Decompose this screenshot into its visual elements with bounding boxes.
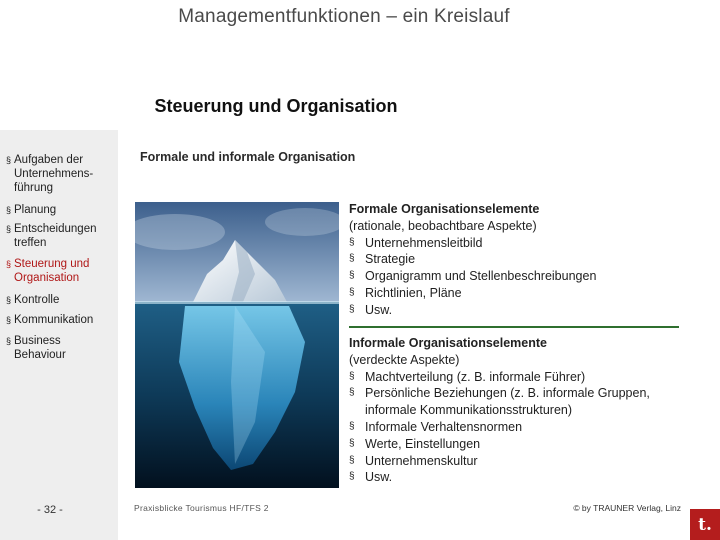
list-item <box>349 302 689 319</box>
bullet-icon: § <box>6 315 12 325</box>
sidebar-item-kommunikation[interactable] <box>6 313 93 327</box>
bullet-icon: § <box>6 155 12 165</box>
list-item-text: Unternehmensleitbild <box>365 235 483 250</box>
bullet-icon: § <box>6 205 12 215</box>
list-item-text: Informale Verhaltensnormen <box>365 419 523 434</box>
bullet-icon: § <box>349 236 355 248</box>
bullet-icon: § <box>349 471 355 483</box>
formal-title: Formale Organisationselemente <box>349 202 540 216</box>
footer-copyright: © by TRAUNER Verlag, Linz <box>573 503 681 513</box>
bullet-icon: § <box>349 420 355 432</box>
bullet-icon: § <box>6 295 12 305</box>
bullet-icon: § <box>6 336 12 346</box>
sidebar-item-label: Entscheidungen treffen <box>14 223 97 249</box>
bullet-icon: § <box>349 437 355 449</box>
section-divider <box>349 326 679 328</box>
sidebar-item-label: Planung <box>14 204 57 216</box>
sidebar-item-aufgaben[interactable] <box>6 153 114 195</box>
list-item-text: Organigramm und Stellenbeschreibungen <box>365 269 597 284</box>
sidebar-item-business-behaviour[interactable] <box>6 334 114 362</box>
page-title: Managementfunktionen – ein Kreislauf <box>178 6 510 27</box>
slide-subtitle: Steuerung und Organisation <box>154 96 398 116</box>
list-item-text: Werte, Einstellungen <box>365 436 481 451</box>
formal-intro: (rationale, beobachtbare Aspekte) <box>349 218 537 233</box>
sidebar <box>0 130 118 540</box>
sidebar-item-label: Steuerung und Organisation <box>14 258 90 284</box>
bullet-icon: § <box>349 286 355 298</box>
list-item <box>349 385 689 419</box>
bullet-icon: § <box>349 387 355 399</box>
informal-list <box>349 369 689 487</box>
bullet-icon: § <box>6 259 12 269</box>
list-item-text: Richtlinien, Pläne <box>365 285 462 300</box>
logo-text: t. <box>698 515 712 535</box>
bullet-icon: § <box>349 454 355 466</box>
iceberg-image <box>135 202 339 488</box>
sidebar-item-steuerung[interactable] <box>6 257 114 285</box>
bullet-icon: § <box>349 270 355 282</box>
bullet-icon: § <box>349 370 355 382</box>
informal-title: Informale Organisationselemente <box>349 336 547 350</box>
sidebar-item-label: Aufgaben der Unternehmens-führung <box>14 154 94 194</box>
list-item <box>349 469 689 486</box>
sidebar-item-planung[interactable] <box>6 203 56 217</box>
list-item <box>349 436 689 453</box>
formal-list <box>349 235 689 319</box>
list-item-text: Usw. <box>365 302 393 317</box>
sidebar-item-kontrolle[interactable] <box>6 293 59 307</box>
list-item <box>349 285 689 302</box>
list-item <box>349 268 689 285</box>
section-heading: Formale und informale Organisation <box>140 150 356 164</box>
sidebar-item-entscheidungen[interactable] <box>6 222 114 250</box>
informal-elements <box>349 335 689 486</box>
formal-elements <box>349 201 689 319</box>
sidebar-item-label: Kontrolle <box>14 294 60 306</box>
header <box>0 0 720 130</box>
list-item <box>349 251 689 268</box>
list-item-text: Usw. <box>365 470 393 485</box>
list-item-text: Machtverteilung (z. B. informale Führer) <box>365 369 586 384</box>
list-item-text: Unternehmenskultur <box>365 453 478 468</box>
bullet-icon: § <box>349 253 355 265</box>
footer-source: Praxisblicke Tourismus HF/TFS 2 <box>134 503 269 513</box>
list-item <box>349 235 689 252</box>
informal-intro: (verdeckte Aspekte) <box>349 352 460 367</box>
list-item <box>349 369 689 386</box>
page-number: - 32 - <box>37 504 63 516</box>
bullet-icon: § <box>6 224 12 234</box>
sidebar-item-label: Business Behaviour <box>14 335 66 361</box>
list-item <box>349 453 689 470</box>
list-item-text: Strategie <box>365 252 416 267</box>
bullet-icon: § <box>349 303 355 315</box>
list-item-text: Persönliche Beziehungen (z. B. informale Gruppen, informale Kommunikationsstrukturen) <box>365 386 650 418</box>
sidebar-item-label: Kommunikation <box>14 314 94 326</box>
publisher-logo <box>690 509 720 540</box>
list-item <box>349 419 689 436</box>
iceberg-illustration <box>135 202 339 488</box>
